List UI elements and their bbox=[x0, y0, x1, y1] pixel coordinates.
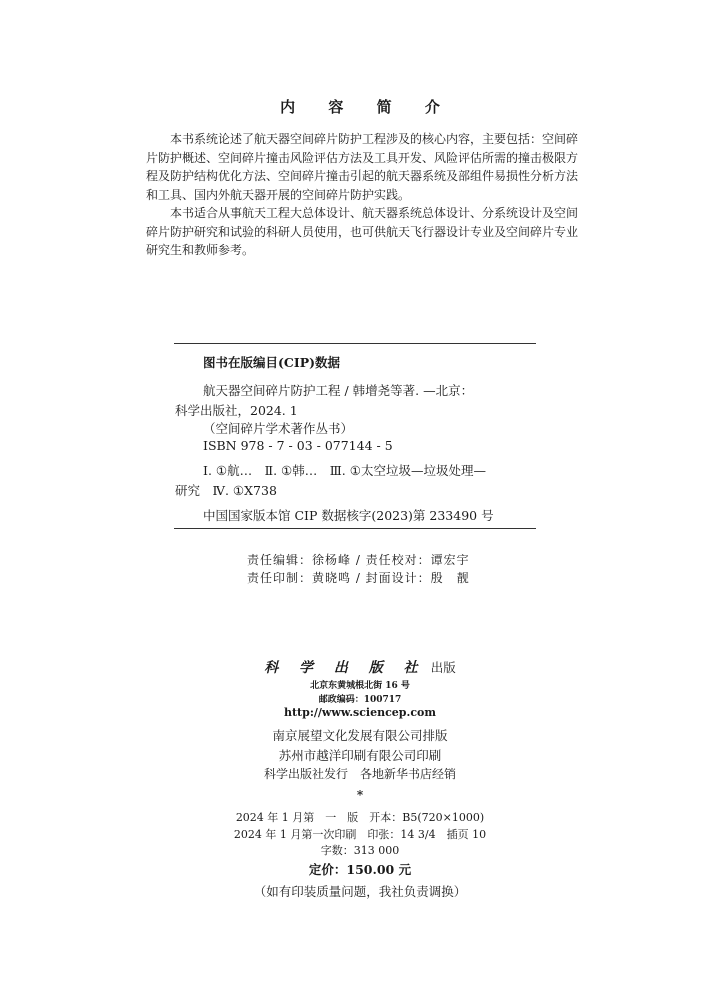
printer-line: 苏州市越洋印刷有限公司印刷 bbox=[278, 748, 442, 763]
word-count: 字数：313 000 bbox=[320, 844, 400, 857]
publisher-logo: 科 学 出 版 社 bbox=[264, 660, 426, 676]
price: 定价：150.00 元 bbox=[308, 862, 412, 877]
quality-notice: （如有印装质量问题，我社负责调换） bbox=[253, 884, 467, 899]
intro-body bbox=[146, 130, 578, 260]
publisher-address: 北京东黄城根北街 16 号 bbox=[310, 681, 410, 691]
cip-series-line: （空间碎片学术著作丛书） bbox=[203, 421, 354, 436]
cip-bottom-rule bbox=[174, 528, 536, 529]
typesetter-line: 南京展望文化发展有限公司排版 bbox=[272, 728, 448, 743]
cip-class-line: 研究 Ⅳ. ①X738 bbox=[175, 483, 277, 498]
credits-production-line: 责任印制：黄晓鸣 / 封面设计：殷 靓 bbox=[247, 571, 470, 585]
printing-line: 2024 年 1 月第一次印刷 印张：14 3/4 插页 10 bbox=[233, 828, 487, 841]
credits-editor-line: 责任编辑：徐杨峰 / 责任校对：谭宏宇 bbox=[247, 553, 470, 567]
publisher-suffix: 出版 bbox=[430, 660, 456, 675]
cip-isbn-line: ISBN 978 - 7 - 03 - 077144 - 5 bbox=[203, 438, 393, 453]
cip-record-number: 中国国家版本馆 CIP 数据核字(2023)第 233490 号 bbox=[203, 508, 494, 523]
intro-paragraph: 本书适合从事航天工程大总体设计、航天器系统总体设计、分系统设计及空间碎片防护研究和试验的科研人员使用，也可供航天飞行器设计专业及空间碎片专业研究生和教师参考。 bbox=[146, 206, 579, 257]
edition-line: 2024 年 1 月第 一 版 开本：B5(720×1000) bbox=[235, 811, 485, 824]
intro-title: 内 容 简 介 bbox=[280, 98, 454, 116]
publisher-postcode: 邮政编码：100717 bbox=[318, 695, 402, 705]
intro-paragraph: 本书系统论述了航天器空间碎片防护工程涉及的核心内容，主要包括：空间碎片防护概述、空间碎片撞击风险评估方法及工具开发、风险评估所需的撞击极限方程及防护结构优化方法、空间碎片撞击引起的航天器系统及部组件易损性分析方法和工具、国内外航天器开展的空间碎片防护实践。 bbox=[146, 132, 579, 202]
distribution-line: 科学出版社发行 各地新华书店经销 bbox=[263, 767, 456, 781]
cip-top-rule bbox=[174, 343, 536, 344]
publisher-line bbox=[0, 657, 720, 677]
asterisk-separator: * bbox=[356, 788, 364, 802]
publisher-website: http://www.sciencep.com bbox=[283, 706, 437, 719]
cip-subject-line: Ⅰ. ①航… Ⅱ. ①韩… Ⅲ. ①太空垃圾—垃圾处理— bbox=[203, 463, 486, 478]
cip-title-line: 航天器空间碎片防护工程 / 韩增尧等著. —北京： bbox=[203, 383, 474, 398]
cip-publisher-line: 科学出版社，2024. 1 bbox=[175, 403, 298, 418]
cip-heading: 图书在版编目(CIP)数据 bbox=[203, 355, 341, 370]
